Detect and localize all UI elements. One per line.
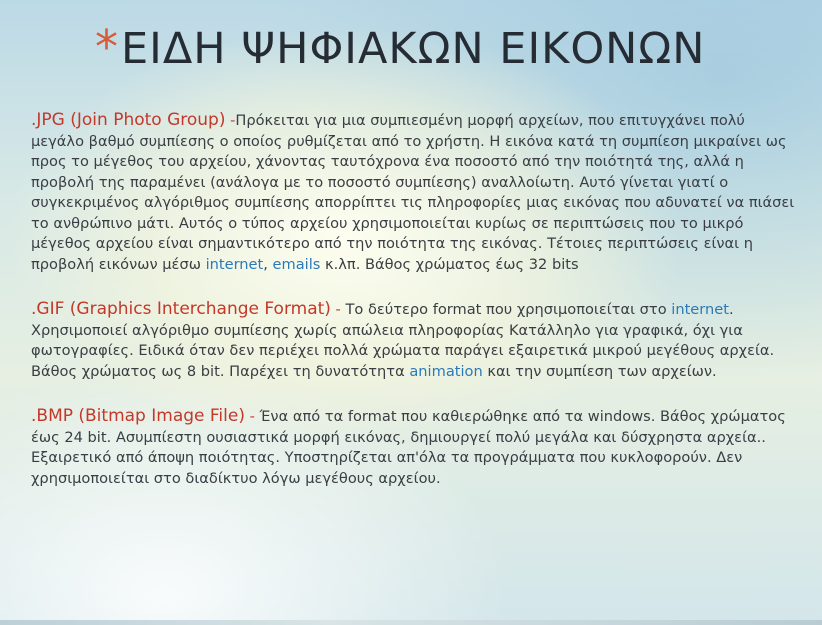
jpg-heading: .JPG (Join Photo Group) bbox=[31, 110, 226, 130]
bmp-paragraph bbox=[31, 406, 801, 489]
jpg-text-1: Πρόκειται για μια συμπιεσμένη μορφή αρχείων, που επιτυγχάνει πολύ μεγάλο βαθμό συμπίεσης ο οποίος ρυθμίζεται από το χρήστη. Η εικόνα κατά τη συμπίεση μικραίνει ως προς το μέγεθος του αρχείου, χάνοντας ταυτόχρονα ένα ποσοστό από την ποιότητά της, αλλά η προβολή της παραμένει (ανάλογα με το ποσοστό συμπίεσης) αναλλοίωτη. Αυτό γίνεται γιατί ο συγκεκριμένος αλγόριθμος συμπίεσης απορρίπτει τις πληροφορίες μιας εικόνας που αδυνατεί να πιάσει το ανθρώπινο μάτι. Αυτός ο τύπος αρχείου χρησιμοποιείται κυρίως σε περιπτώσεις που το μικρό μέγεθος αρχείου είναι σημαντικότερο από την ποιότητα της εικόνας. Τέτοιες περιπτώσεις είναι η προβολή εικόνων μέσω bbox=[31, 112, 795, 273]
slide-content bbox=[31, 110, 801, 513]
title-bullet-star: * bbox=[95, 20, 119, 74]
bmp-heading: .BMP (Bitmap Image File) bbox=[31, 406, 245, 426]
gif-text-2: . Χρησιμοποιεί αλγόριθμο συμπίεσης χωρίς απώλεια πληροφορίας Κατάλληλο για γραφικά, όχι για φωτογραφίες. Ειδικά όταν δεν περιέχει πολλά χρώματα παράγει εξαιρετικά μικρού μεγέθους αρχεία. Βάθος χρώματος ως 8 bit. Παρέχει τη δυνατότητα bbox=[31, 301, 775, 380]
bmp-dash: - bbox=[244, 408, 260, 425]
gif-internet-link[interactable]: internet bbox=[671, 301, 729, 318]
jpg-emails-link[interactable]: emails bbox=[272, 255, 321, 273]
gif-paragraph bbox=[31, 299, 801, 382]
gif-text-1: Το δεύτερο format που χρησιμοποιείται στο bbox=[345, 301, 672, 318]
jpg-section bbox=[31, 110, 801, 275]
bmp-text-1: Ένα από τα format που καθιερώθηκε από τα windows. Βάθος χρώματος έως 24 bit. Ασυμπίεστη ουσιαστικά μορφή εικόνας, δημιουργεί πολύ μεγάλα και δύσχρηστα αρχεία.. Εξαιρετικό από άποψη ποιότητας. Υποστηρίζεται απ'όλα τα προγράμματα που κυκλοφορούν. Δεν χρησιμοποιείται στο διαδίκτυο λόγω μεγέθους αρχείου. bbox=[31, 408, 786, 487]
jpg-dash: - bbox=[225, 112, 236, 129]
jpg-internet-link[interactable]: internet bbox=[205, 255, 264, 273]
gif-heading: .GIF (Graphics Interchange Format) bbox=[31, 299, 331, 319]
title-text: ΕΙΔΗ ΨΗΦΙΑΚΩΝ ΕΙΚΟΝΩΝ bbox=[121, 24, 706, 74]
bmp-section bbox=[31, 406, 801, 489]
jpg-text-2: κ.λπ. Βάθος χρώματος έως 32 bits bbox=[320, 255, 579, 273]
gif-animation-link[interactable]: animation bbox=[409, 362, 483, 380]
slide-bottom-edge bbox=[0, 620, 822, 625]
slide-title bbox=[95, 20, 795, 79]
gif-section bbox=[31, 299, 801, 382]
gif-dash: - bbox=[330, 301, 346, 318]
jpg-paragraph bbox=[31, 110, 801, 275]
gif-text-3: και την συμπίεση των αρχείων. bbox=[482, 362, 717, 380]
jpg-separator: , bbox=[263, 255, 273, 273]
